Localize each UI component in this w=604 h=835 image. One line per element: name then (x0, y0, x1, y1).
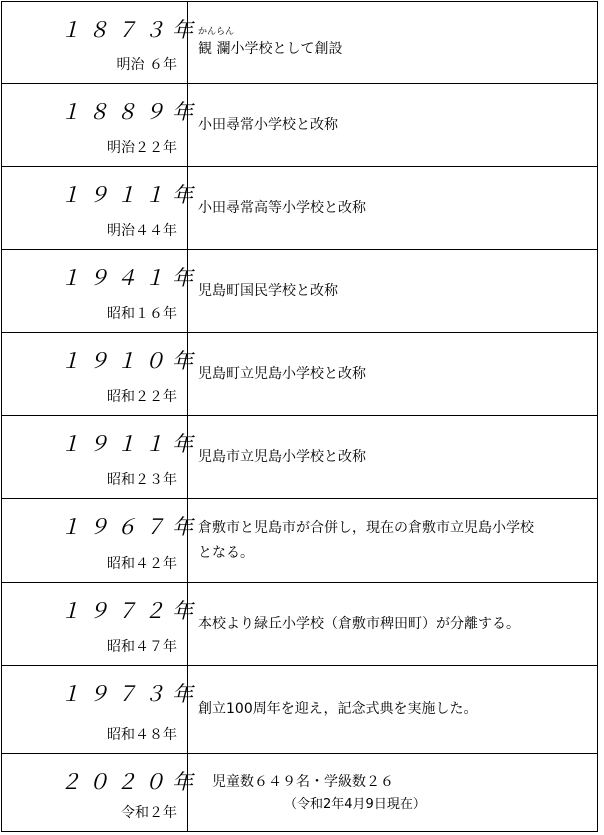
event-cell (188, 84, 598, 167)
event-cell (188, 754, 598, 832)
table-row (2, 666, 598, 754)
event-cell (188, 499, 598, 583)
event-text: 小田尋常小学校と改称 (198, 116, 338, 133)
table-row (2, 167, 598, 250)
year-cell (2, 499, 200, 583)
table-row (2, 499, 598, 583)
western-year: １９７３年 (60, 682, 200, 706)
event-cell (188, 333, 598, 416)
event-text: 本校より緑丘小学校（倉敷市稗田町）が分離する。 (198, 615, 520, 632)
event-cell (188, 416, 598, 499)
japanese-era-year: 昭和４２年 (107, 556, 177, 572)
japanese-era-year: 明治 ６年 (116, 57, 177, 73)
event-text: 児島町立児島小学校と改称 (198, 365, 366, 382)
year-cell (2, 754, 200, 832)
table-row (2, 416, 598, 499)
japanese-era-year: 昭和４８年 (107, 727, 177, 743)
western-year: ２０２０年 (60, 770, 200, 794)
year-cell (2, 2, 200, 84)
japanese-era-year: 令和２年 (121, 805, 177, 821)
western-year: １９６７年 (60, 515, 200, 539)
japanese-era-year: 昭和２３年 (107, 472, 177, 488)
table-row (2, 84, 598, 167)
western-year: １９１１年 (60, 183, 200, 207)
year-cell (2, 84, 200, 167)
school-history-table (1, 1, 598, 832)
event-text: 観 瀾小学校として創設 (198, 41, 343, 57)
year-cell (2, 666, 200, 754)
event-text: 小田尋常高等小学校と改称 (198, 199, 366, 216)
year-cell (2, 333, 200, 416)
table-row (2, 2, 598, 84)
statistics-note (198, 770, 597, 815)
western-year: １９４１年 (60, 266, 200, 290)
western-year: １９１１年 (60, 432, 200, 456)
table-row (2, 250, 598, 333)
year-cell (2, 167, 200, 250)
event-text: 児島市立児島小学校と改称 (198, 448, 366, 465)
japanese-era-year: 明治２２年 (107, 140, 177, 156)
ruby-reading: かんらん (198, 27, 235, 37)
western-year: １９７２年 (60, 599, 200, 623)
table-row (2, 754, 598, 832)
year-cell (2, 250, 200, 333)
western-year: １８７３年 (60, 18, 200, 42)
event-cell (188, 167, 598, 250)
japanese-era-year: 昭和１６年 (107, 306, 177, 322)
event-text: 創立100周年を迎え，記念式典を実施した。 (198, 701, 478, 717)
event-cell (188, 583, 598, 666)
event-cell (188, 2, 598, 84)
table-row (2, 583, 598, 666)
as-of-date-note: （令和2年4月9日現在） (284, 797, 426, 812)
event-cell (188, 250, 598, 333)
event-cell (188, 666, 598, 754)
japanese-era-year: 昭和２２年 (107, 389, 177, 405)
event-text: 児童数６４９名・学級数２６ (212, 774, 394, 790)
japanese-era-year: 昭和４７年 (107, 639, 177, 655)
year-cell (2, 583, 200, 666)
western-year: １９１０年 (60, 349, 200, 373)
event-text-continued: となる。 (198, 544, 254, 561)
table-row (2, 333, 598, 416)
year-cell (2, 416, 200, 499)
western-year: １８８９年 (60, 100, 200, 124)
event-text: 倉敷市と児島市が合併し，現在の倉敷市立児島小学校 (198, 519, 534, 536)
japanese-era-year: 明治４４年 (107, 223, 177, 239)
event-text: 児島町国民学校と改称 (198, 282, 338, 299)
